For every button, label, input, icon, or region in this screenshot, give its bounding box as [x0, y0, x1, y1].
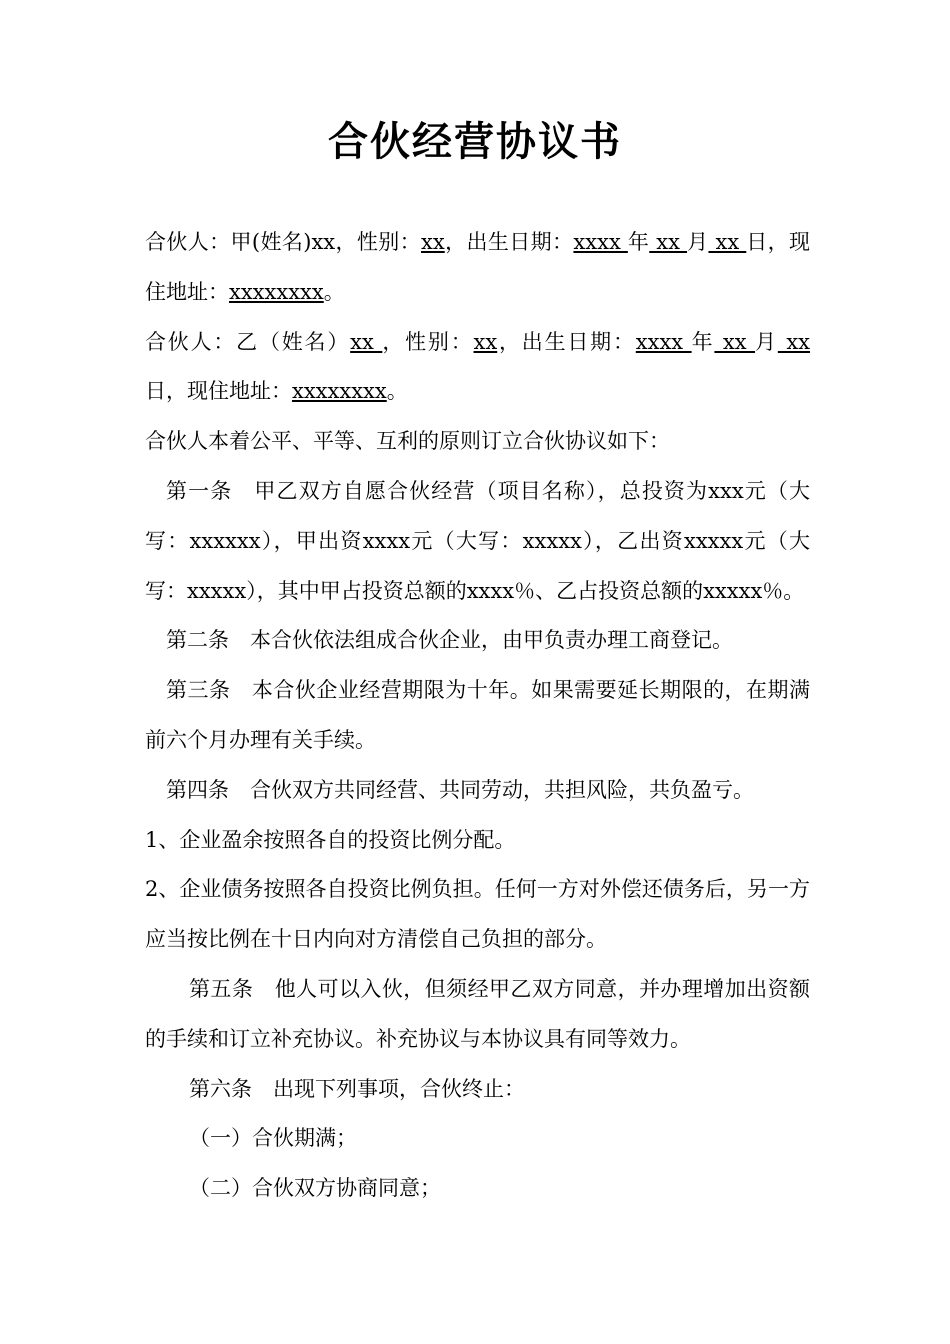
document-body — [145, 218, 810, 1214]
partner-a-birth-day: xx — [708, 230, 747, 254]
partner-b-name: xx — [350, 329, 383, 354]
article-4-item-1: 1、企业盈余按照各自的投资比例分配。 — [145, 827, 516, 852]
partner-a-birth-year: xxxx — [573, 230, 628, 254]
article-3: 第三条 本合伙企业经营期限为十年。如果需要延长期限的，在期满前六个月办理有关手续。 — [145, 678, 810, 752]
partner-b-text: 年 — [691, 329, 715, 354]
partner-a-text: 日，现住地址： — [145, 230, 811, 304]
document-title: 合伙经营协议书 — [328, 119, 622, 165]
article-5: 第五条 他人可以入伙，但须经甲乙双方同意，并办理增加出资额的手续和订立补充协议。补充协议与本协议具有同等效力。 — [145, 976, 810, 1051]
article-6: 第六条 出现下列事项，合伙终止： — [189, 1076, 525, 1101]
partner-a-paragraph — [145, 218, 810, 318]
partner-b-address: xxxxxxxx — [292, 379, 387, 404]
termination-clause-1: （一）合伙期满； — [189, 1126, 357, 1151]
partner-b-label: 合伙人：乙（姓名） — [145, 329, 351, 354]
partner-a-text: 月 — [687, 230, 709, 254]
partner-b-birth-year: xxxx — [635, 329, 692, 354]
partner-a-text: 年 — [627, 230, 650, 254]
partner-a-address: xxxxxxxx — [229, 279, 324, 304]
partner-a-text: ，出生日期： — [444, 230, 574, 254]
partner-b-paragraph — [145, 318, 810, 418]
article-4-item-2: 2、企业债务按照各自投资比例负担。任何一方对外偿还债务后，另一方应当按比例在十日内向对方清偿自己负担的部分。 — [145, 877, 810, 952]
intro-paragraph: 合伙人本着公平、平等、互利的原则订立合伙协议如下： — [145, 429, 670, 454]
partner-b-text: 日，现住地址： — [145, 379, 292, 404]
article-2: 第二条 本合伙依法组成合伙企业，由甲负责办理工商登记。 — [166, 628, 733, 653]
article-4: 第四条 合伙双方共同经营、共同劳动，共担风险，共负盈亏。 — [166, 777, 754, 802]
partner-a-text: 。 — [323, 279, 345, 304]
partner-b-text: 月 — [755, 329, 778, 354]
partner-b-text: 。 — [386, 379, 408, 404]
partner-b-gender: xx — [473, 329, 498, 354]
partner-b-birth-day: xx — [777, 329, 811, 354]
partner-b-text: ，出生日期： — [497, 329, 636, 354]
partner-b-birth-month: xx — [714, 329, 756, 354]
termination-clause-2: （二）合伙双方协商同意； — [189, 1176, 441, 1201]
partner-a-gender: xx — [421, 230, 445, 254]
partner-a-birth-month: xx — [649, 230, 688, 254]
article-1: 第一条 甲乙双方自愿合伙经营（项目名称），总投资为xxx元（大写：xxxxxx），甲出资xxxx元（大写：xxxxx），乙出资xxxxx元（大写：xxxxx），其中甲占投资总额的xxxx％、乙占投资总额的xxxxx％。 — [145, 478, 810, 603]
partner-a-label: 合伙人：甲(姓名)xx，性别： — [145, 230, 422, 254]
partner-b-text: ，性别： — [382, 329, 474, 354]
